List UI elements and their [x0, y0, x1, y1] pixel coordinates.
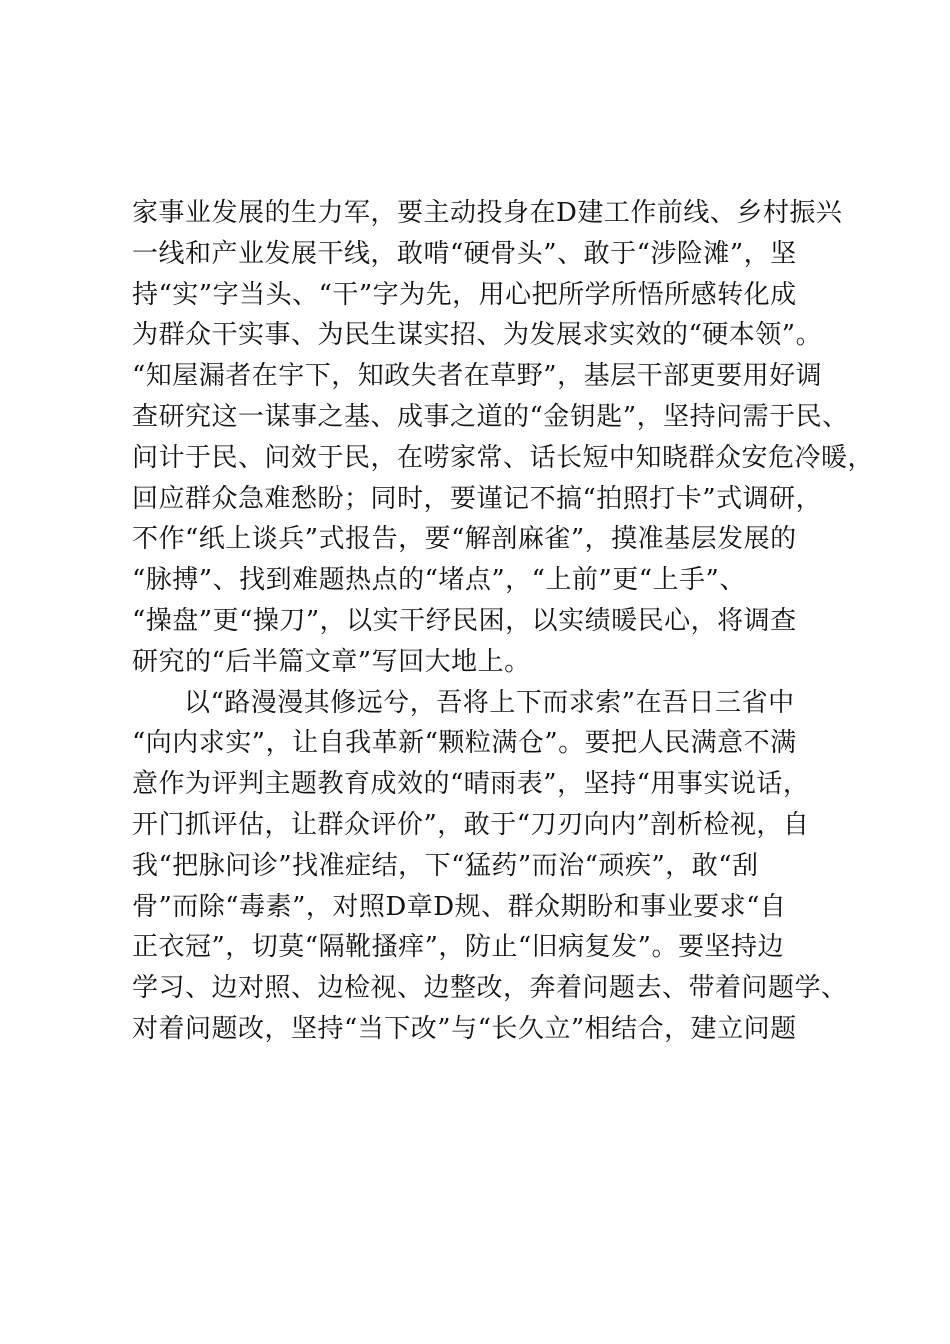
text-line: 查研究这一谋事之基、成事之道的“金钥匙”，坚持问需于民、 — [132, 401, 849, 432]
text-line: 不作“纸上谈兵”式报告，要“解剖麻雀”，摸准基层发展的 — [132, 524, 797, 555]
text-line: 正衣冠”，切莫“隔靴搔痒”，防止“旧病复发”。要坚持边 — [132, 932, 784, 963]
text-line: “脉搏”、找到难题热点的“堵点”，“上前”更“上手”、 — [132, 565, 746, 596]
text-line: 骨”而除“毒素”，对照D章D规、群众期盼和事业要求“自 — [132, 891, 787, 922]
text-line: 回应群众急难愁盼；同时，要谨记不搞“拍照打卡”式调研， — [132, 483, 823, 514]
text-line: 家事业发展的生力军，要主动投身在D建工作前线、乡村振兴 — [132, 198, 843, 228]
text-line: 我“把脉问诊”找准症结，下“猛药”而治“顽疾”，敢“刮 — [132, 850, 759, 881]
text-line: 为群众干实事、为民生谋实招、为发展求实效的“硬本领”。 — [132, 320, 823, 351]
text-line: 开门抓评估，让群众评价”，敢于“刀刃向内”剖析检视，自 — [132, 809, 810, 840]
text-line: “知屋漏者在宇下，知政失者在草野”，基层干部更要用好调 — [132, 361, 823, 392]
text-line: “操盘”更“操刀”，以实干纾民困，以实绩暖民心，将调查 — [132, 605, 797, 636]
text-line: 一线和产业发展干线，敢啃“硬骨头”、敢于“涉险滩”，坚 — [132, 238, 797, 269]
paragraph-start-line: 以“路漫漫其修远兮，吾将上下而求索”在吾日三省中 — [184, 687, 795, 718]
text-line: 意作为评判主题教育成效的“晴雨表”，坚持“用事实说话， — [132, 769, 810, 800]
text-line: 研究的“后半篇文章”写回大地上。 — [132, 646, 531, 677]
text-line: 学习、边对照、边检视、边整改，奔着问题去、带着问题学、 — [132, 973, 848, 1004]
text-line: 持“实”字当头、“干”字为先，用心把所学所悟所感转化成 — [132, 279, 797, 310]
text-line: 问计于民、问效于民，在唠家常、话长短中知晓群众安危冷暖， — [132, 442, 875, 473]
text-line: 对着问题改，坚持“当下改”与“长久立”相结合，建立问题 — [132, 1013, 797, 1044]
body-text — [132, 193, 875, 1050]
text-line: “向内求实”，让自我革新“颗粒满仓”。要把人民满意不满 — [132, 728, 797, 759]
